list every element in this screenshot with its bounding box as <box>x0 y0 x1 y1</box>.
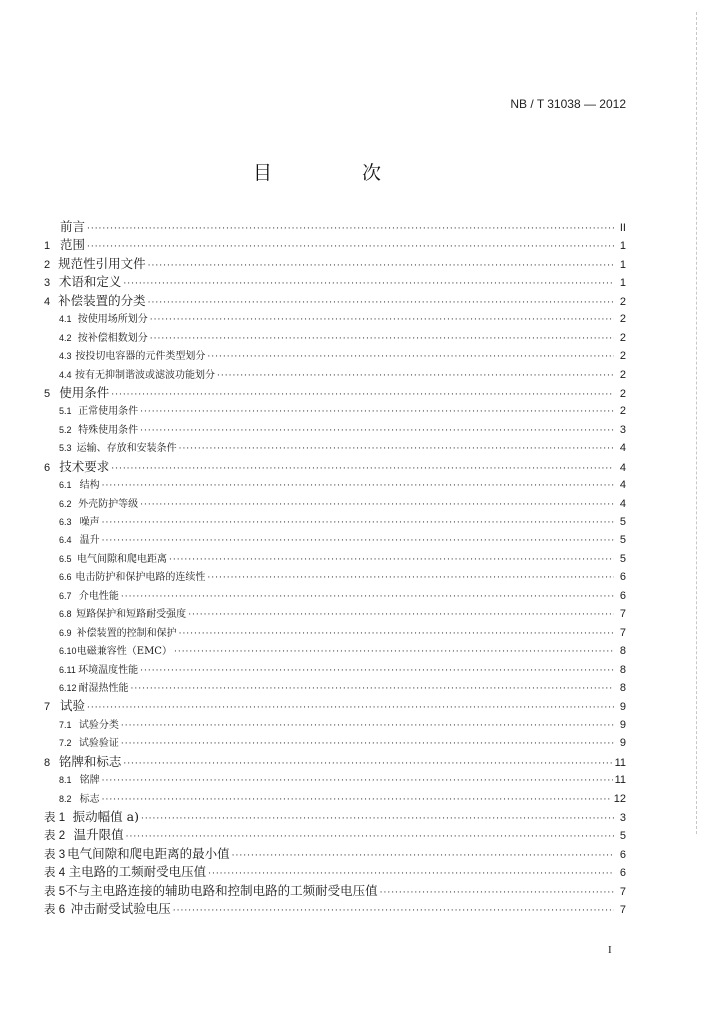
toc-dot-leader <box>380 882 614 900</box>
toc-entry-number: 6.11 <box>59 664 76 675</box>
toc-entry-number: 6.10 <box>59 646 77 657</box>
toc-entry-page: 5 <box>619 534 626 547</box>
toc-entry-label: 使用条件 <box>59 384 110 400</box>
toc-dot-leader <box>131 680 614 697</box>
toc-entry-label: 标志 <box>79 793 100 805</box>
toc-entry-label: 范围 <box>59 237 85 253</box>
toc-entry-label: 短路保护和短路耐受强度 <box>76 609 187 621</box>
toc-entry-page: 2 <box>619 331 626 344</box>
toc-entry-label: 电气间隙和爬电距离 <box>76 553 167 565</box>
toc-entry-number: 6 <box>44 461 51 474</box>
toc-entry-number: 6.8 <box>59 609 72 620</box>
toc-dot-leader <box>208 863 614 881</box>
toc-entry-page: 2 <box>619 405 626 418</box>
toc-dot-leader <box>87 218 614 236</box>
toc-dot-leader <box>207 569 614 586</box>
toc-entry-page: 8 <box>619 645 626 658</box>
toc-dot-leader <box>87 236 614 254</box>
toc-entry-label: 术语和定义 <box>58 274 122 290</box>
toc-entry[interactable] <box>44 255 626 273</box>
toc-entry-page: 1 <box>619 240 626 253</box>
toc-entry-label: 环境温度性能 <box>78 664 139 676</box>
toc-entry-number: 2 <box>44 258 51 271</box>
toc-entry-number: 表 6 <box>44 904 66 917</box>
toc-entry[interactable] <box>44 347 626 365</box>
toc-entry-label: 按使用场所划分 <box>77 314 148 326</box>
toc-entry-number: 8.1 <box>59 775 72 786</box>
toc-entry[interactable] <box>44 513 626 531</box>
toc-entry-number: 6.7 <box>59 590 72 601</box>
toc-entry-page: 5 <box>619 552 626 565</box>
toc-entry-number: 8 <box>44 756 51 769</box>
toc-dot-leader <box>111 458 614 476</box>
toc-entry[interactable] <box>44 329 626 347</box>
toc-entry-label: 特殊使用条件 <box>78 424 139 436</box>
toc-entry-label: 电击防护和保护电路的连续性 <box>75 572 206 584</box>
toc-entry-number: 7.2 <box>59 738 72 749</box>
toc-entry-page: 6 <box>619 589 626 602</box>
toc-entry-number: 表 1 <box>44 812 66 824</box>
toc-entry-label: 主电路的工频耐受电压值 <box>68 864 207 880</box>
toc-entry-page: 3 <box>619 812 626 824</box>
toc-dot-leader <box>123 753 612 771</box>
toc-entry[interactable] <box>44 771 626 789</box>
toc-entry-page: 4 <box>619 497 626 510</box>
toc-entry-page: 5 <box>619 516 626 528</box>
toc-entry-number: 3 <box>44 277 51 290</box>
toc-entry-page: II <box>619 222 626 234</box>
toc-dot-leader <box>150 311 614 328</box>
toc-entry-page: 8 <box>619 681 626 694</box>
toc-dot-leader <box>102 477 614 494</box>
toc-entry-label: 技术要求 <box>59 458 110 474</box>
toc-entry-label: 按投切电容器的元件类型划分 <box>75 351 206 363</box>
toc-entry-number: 6.3 <box>59 517 72 527</box>
toc-entry-page: 12 <box>613 792 626 805</box>
toc-entry-number: 6.9 <box>59 627 72 638</box>
toc-entry-label: 介电性能 <box>78 590 119 602</box>
toc-entry-page: 2 <box>619 313 626 326</box>
toc-entry[interactable] <box>44 476 626 494</box>
toc-entry-page: 6 <box>619 571 626 584</box>
toc-entry-label: 试验 <box>59 698 85 714</box>
toc-entry-label: 结构 <box>79 480 100 492</box>
toc-entry-page: 11 <box>614 774 626 787</box>
toc-dot-leader <box>148 255 614 273</box>
toc-entry[interactable] <box>44 642 626 660</box>
standard-code: NB / T 31038 — 2012 <box>510 97 626 111</box>
toc-entry[interactable] <box>44 568 626 586</box>
toc-entry-number: 6.2 <box>59 498 72 509</box>
toc-entry[interactable] <box>44 605 626 623</box>
toc-dot-leader <box>140 422 614 439</box>
toc-entry-number: 4.1 <box>59 314 72 325</box>
toc-entry-label: 振动幅值 a) <box>72 809 139 824</box>
toc-entry-page: 9 <box>619 701 626 714</box>
toc-entry-page: 7 <box>619 904 626 917</box>
toc-entry-page: 2 <box>619 295 626 308</box>
toc-entry-label: 运输、存放和安装条件 <box>76 443 177 455</box>
toc-entry-number: 4.3 <box>59 351 72 362</box>
toc-entry-number: 表 4 <box>44 867 66 880</box>
toc-entry-label: 试验分类 <box>78 719 119 731</box>
toc-dot-leader <box>207 348 614 365</box>
toc-entry-label: 按补偿相数划分 <box>77 332 148 344</box>
toc-dot-leader <box>179 625 614 642</box>
toc-entry-page: 7 <box>619 885 626 898</box>
toc-entry[interactable] <box>44 439 626 457</box>
toc-entry-label: 补偿装置的控制和保护 <box>76 627 177 639</box>
toc-entry-page: 7 <box>619 626 626 639</box>
toc-entry[interactable] <box>44 421 626 439</box>
toc-entry-number: 5.1 <box>59 406 72 417</box>
toc-dot-leader <box>121 735 614 752</box>
toc-dot-leader <box>150 330 614 347</box>
toc-dot-leader <box>102 772 613 789</box>
toc-entry-page: 2 <box>619 387 626 400</box>
toc-entry-label: 前言 <box>59 219 85 234</box>
toc-entry-number: 6.12 <box>59 682 77 693</box>
toc-entry[interactable] <box>44 753 626 771</box>
toc-entry-number: 4 <box>44 295 51 308</box>
toc-entry-number: 6.5 <box>59 553 72 564</box>
toc-entry-page: 6 <box>619 848 626 861</box>
toc-entry[interactable] <box>44 550 626 568</box>
toc-entry-number: 5.2 <box>59 424 72 435</box>
toc-entry-label: 按有无抑制谐波或滤波功能划分 <box>75 369 216 381</box>
toc-entry[interactable] <box>44 679 626 697</box>
toc-entry-label: 噪声 <box>79 517 100 528</box>
toc-entry-page: 4 <box>619 461 626 474</box>
toc-entry-page: 9 <box>619 737 626 750</box>
toc-dot-leader <box>102 791 612 808</box>
toc-entry[interactable] <box>44 402 626 420</box>
toc-entry-number: 5.3 <box>59 443 72 454</box>
toc-entry[interactable] <box>44 900 626 918</box>
toc-dot-leader <box>232 845 614 863</box>
toc-entry[interactable] <box>44 734 626 752</box>
toc-dot-leader <box>173 900 614 918</box>
toc-entry-number: 8.2 <box>59 793 72 804</box>
toc-dot-leader <box>102 532 614 549</box>
toc-entry-label: 铭牌和标志 <box>58 753 122 769</box>
toc-entry[interactable] <box>44 458 626 476</box>
toc-entry[interactable] <box>44 218 626 236</box>
toc-dot-leader <box>111 384 614 402</box>
toc-entry-label: 试验验证 <box>78 738 119 750</box>
toc-entry-number: 表 2 <box>44 830 66 843</box>
toc-entry[interactable] <box>44 790 626 808</box>
toc-dot-leader <box>121 588 614 605</box>
toc-entry[interactable] <box>44 384 626 402</box>
toc-entry-number: 4.2 <box>59 332 72 343</box>
toc-dot-leader <box>188 606 614 623</box>
toc-dot-leader <box>102 514 614 531</box>
toc-entry-number: 7.1 <box>59 719 72 730</box>
toc-entry[interactable] <box>44 845 626 863</box>
toc-entry-label: 温升 <box>79 535 100 547</box>
toc-dot-leader <box>179 440 614 457</box>
toc-entry-page: 9 <box>619 718 626 731</box>
toc-dot-leader <box>123 273 614 291</box>
toc-entry[interactable] <box>44 495 626 513</box>
toc-entry-page: 11 <box>614 756 626 769</box>
footer-page-number: I <box>608 944 612 956</box>
toc-entry-page: 1 <box>619 277 626 290</box>
toc-entry[interactable] <box>44 826 626 844</box>
toc-dot-leader <box>140 496 614 513</box>
toc-entry-label: 正常使用条件 <box>78 406 139 418</box>
toc-entry-label: 铭牌 <box>79 775 100 787</box>
toc-entry-label: 耐湿热性能 <box>78 682 129 694</box>
toc-entry-label: 补偿装置的分类 <box>58 292 146 308</box>
toc-entry[interactable] <box>44 863 626 881</box>
toc-entry[interactable] <box>44 882 626 900</box>
toc-entry-label: 电气间隙和爬电距离的最小值 <box>67 845 230 861</box>
toc-entry[interactable] <box>44 292 626 310</box>
toc-entry-page: 3 <box>619 423 626 436</box>
toc-entry-page: 2 <box>619 350 626 363</box>
toc-entry-number: 表 3 <box>44 848 66 861</box>
toc-dot-leader <box>140 662 614 679</box>
toc-entry[interactable] <box>44 531 626 549</box>
toc-dot-leader <box>140 403 614 420</box>
toc-entry-label: 冲击耐受试验电压 <box>70 901 171 917</box>
scan-edge-line <box>696 12 697 834</box>
toc-entry-number: 4.4 <box>59 369 72 380</box>
toc-entry[interactable] <box>44 236 626 254</box>
toc-entry-label: 外壳防护等级 <box>78 498 139 510</box>
toc-entry[interactable] <box>44 697 626 715</box>
toc-entry[interactable] <box>44 808 626 826</box>
toc-dot-leader <box>217 367 614 384</box>
toc-dot-leader <box>121 717 614 734</box>
toc-dot-leader <box>126 826 614 844</box>
toc-entry-page: 4 <box>619 479 626 492</box>
toc-entry-number: 6.1 <box>59 480 72 491</box>
toc-entry-page: 7 <box>619 608 626 621</box>
toc-dot-leader <box>148 292 614 310</box>
toc-entry-label: 电磁兼容性（EMC） <box>76 646 172 658</box>
toc-entry[interactable] <box>44 624 626 642</box>
toc-entry-number: 1 <box>44 240 51 253</box>
toc-entry-page: 2 <box>619 368 626 381</box>
toc-entry-page: 5 <box>619 830 626 843</box>
toc-entry-page: 1 <box>619 258 626 271</box>
toc-dot-leader <box>169 551 614 568</box>
toc-entry-number: 6.4 <box>59 535 72 546</box>
toc-entry-page: 4 <box>619 442 626 455</box>
toc-entry-page: 6 <box>619 867 626 880</box>
toc-entry-number: 表 5 <box>44 885 66 898</box>
toc-dot-leader <box>141 808 614 826</box>
toc-entry-number: 7 <box>44 701 51 714</box>
toc-entry-label: 规范性引用文件 <box>58 255 146 271</box>
toc-entry[interactable] <box>44 716 626 734</box>
toc-entry-label: 不与主电路连接的辅助电路和控制电路的工频耐受电压值 <box>65 882 378 898</box>
toc-entry[interactable] <box>44 587 626 605</box>
toc-dot-leader <box>87 697 614 715</box>
toc-entry-number: 5 <box>44 387 51 400</box>
page-title: 目 次 <box>252 162 424 184</box>
toc-entry[interactable] <box>44 366 626 384</box>
toc-dot-leader <box>174 643 614 660</box>
table-of-contents <box>44 218 626 919</box>
toc-entry-page: 8 <box>619 663 626 676</box>
toc-entry[interactable] <box>44 661 626 679</box>
toc-entry-label: 温升限值 <box>73 827 124 843</box>
toc-entry-number: 6.6 <box>59 572 72 583</box>
toc-entry[interactable] <box>44 310 626 328</box>
toc-entry[interactable] <box>44 273 626 291</box>
